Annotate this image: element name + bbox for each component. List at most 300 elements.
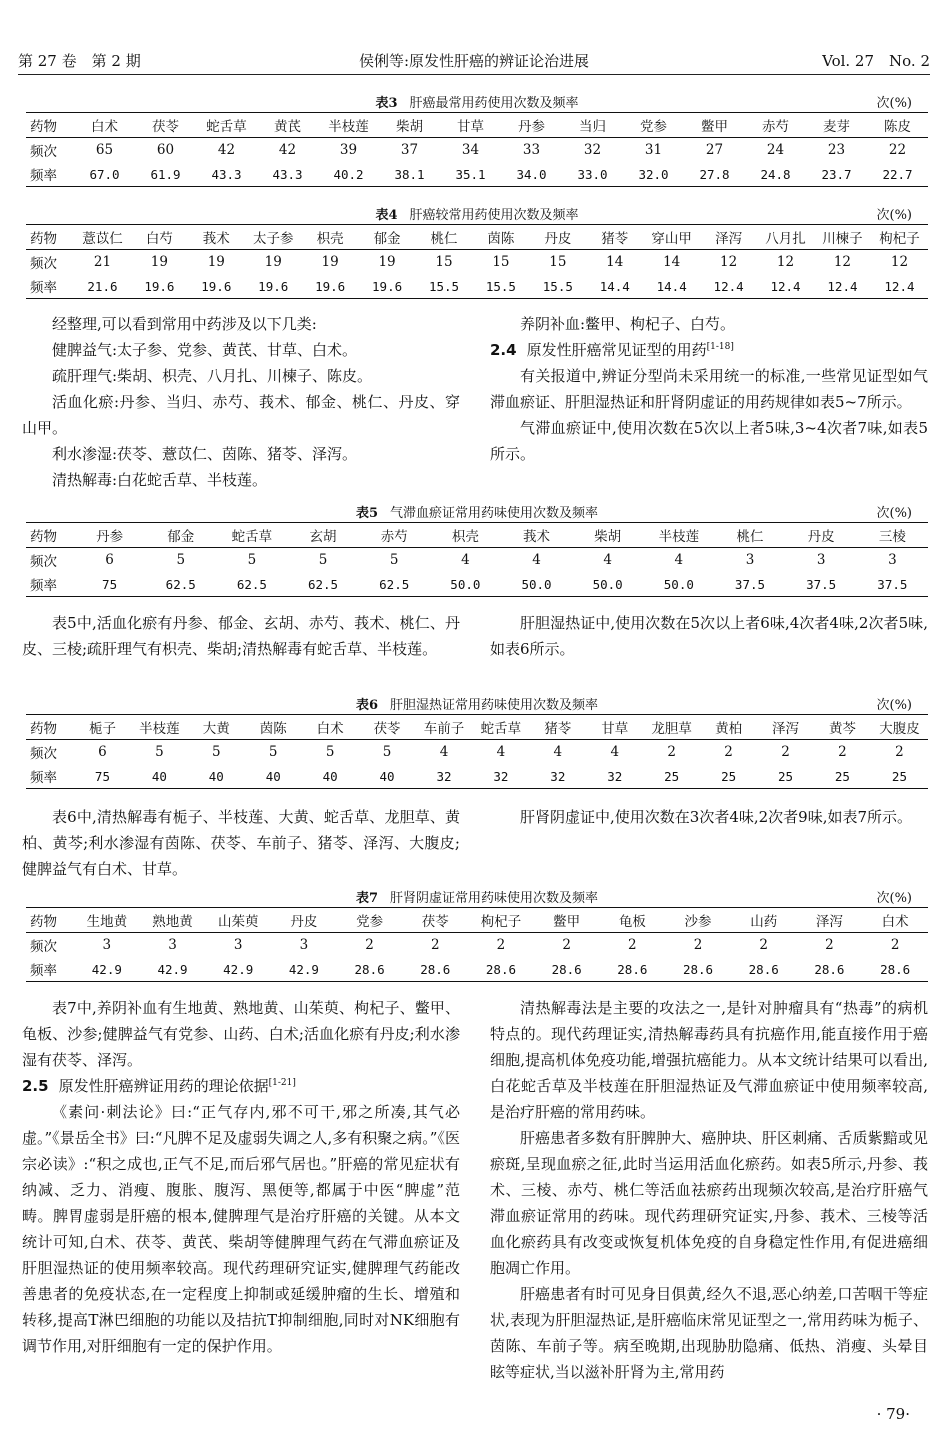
- table-caption-text: [26, 92, 928, 111]
- drug-name-cell: 茯苓: [402, 908, 468, 933]
- table-3: [26, 90, 928, 187]
- frequency-cell: 28.6: [797, 957, 863, 982]
- paragraph: 表7中,养阴补血有生地黄、熟地黄、山茱萸、枸杞子、鳖甲、龟板、沙参;健脾益气有党参、山药、白术;活血化瘀有丹皮;利水渗湿有茯苓、泽泻。: [22, 999, 460, 1069]
- count-cell: 3: [816, 552, 826, 568]
- paragraph: 表5中,活血化瘀有丹参、郁金、玄胡、赤芍、莪术、桃仁、丹皮、三棱;疏肝理气有枳壳、柴胡;清热解毒有蛇舌草、半枝莲。: [22, 614, 460, 658]
- paragraph: 有关报道中,辨证分型尚未采用统一的标准,一些常见证型如气滞血瘀证、肝胆湿热证和肝肾阴虚证的用药规律如表5~7所示。: [490, 367, 928, 411]
- table-row: [26, 933, 928, 958]
- table-caption: [26, 692, 928, 714]
- table-6: [26, 692, 928, 789]
- text-block-2-left: [22, 610, 460, 662]
- row-label: 药物: [26, 225, 74, 250]
- row-label: 频率: [26, 957, 74, 982]
- text-block-4-right: [490, 995, 928, 1385]
- paragraph: 利水渗湿:茯苓、薏苡仁、茵陈、猪苓、泽泻。: [52, 445, 358, 463]
- table-row: [26, 957, 928, 982]
- count-cell: 42: [278, 142, 297, 158]
- table-number: 表7: [355, 891, 379, 906]
- drug-name-cell: 玄胡: [287, 523, 358, 548]
- drug-name-cell: 茯苓: [359, 715, 416, 740]
- frequency-cell: 40: [131, 764, 188, 789]
- table-row: [26, 523, 928, 548]
- count-cell: 37: [400, 142, 419, 158]
- count-cell: 4: [603, 552, 612, 568]
- table-caption: [26, 90, 928, 112]
- drug-name-cell: 川楝子: [814, 225, 871, 250]
- count-cell: 5: [325, 744, 335, 760]
- table-caption-text: [26, 204, 928, 223]
- frequency-cell: 19.6: [131, 274, 188, 299]
- drug-name-cell: 泽泻: [700, 225, 757, 250]
- table-number: 表3: [375, 96, 398, 111]
- count-cell: 15: [549, 254, 567, 270]
- count-cell: 3: [299, 937, 309, 953]
- frequency-cell: 28.6: [468, 957, 534, 982]
- table-unit: 次(%): [876, 698, 912, 713]
- table-caption: [26, 885, 928, 907]
- count-cell: 19: [321, 254, 339, 270]
- frequency-cell: 50.0: [501, 572, 572, 597]
- table-row: [26, 138, 928, 163]
- table-row: [26, 715, 928, 740]
- count-cell: 2: [667, 744, 676, 760]
- drug-name-cell: 沙参: [665, 908, 731, 933]
- drug-name-cell: 陈皮: [867, 113, 928, 138]
- count-cell: 2: [825, 937, 834, 953]
- drug-name-cell: 茵陈: [472, 225, 529, 250]
- count-cell: 2: [430, 937, 440, 953]
- drug-name-cell: 八月扎: [757, 225, 814, 250]
- frequency-cell: 28.6: [731, 957, 797, 982]
- frequency-cell: 15.5: [529, 274, 586, 299]
- drug-name-cell: 枸杞子: [468, 908, 534, 933]
- table-row: [26, 908, 928, 933]
- count-cell: 2: [628, 937, 637, 953]
- drug-name-cell: 茯苓: [135, 113, 196, 138]
- count-cell: 3: [233, 937, 243, 953]
- frequency-cell: 19.6: [245, 274, 302, 299]
- paragraph: 肝癌患者有时可见身目俱黄,经久不退,恶心纳差,口苦咽干等症状,表现为肝胆湿热证,是肝癌临床常见证型之一,常用药味为栀子、茵陈、车前子等。病至晚期,出现胁肋隐痛、低热、消瘦、头晕目眩等症状,当以滋补肝肾为主,常用药: [490, 1285, 928, 1381]
- data-table: [26, 714, 928, 789]
- count-cell: 3: [745, 552, 755, 568]
- running-header: [18, 50, 930, 75]
- paragraph: 肝胆湿热证中,使用次数在5次以上者6味,4次者4味,2次者5味,如表6所示。: [490, 614, 928, 658]
- paragraph: 清热解毒:白花蛇舌草、半枝莲。: [52, 471, 268, 489]
- table-5: [26, 500, 928, 597]
- count-cell: 39: [339, 142, 358, 158]
- count-cell: 4: [532, 552, 541, 568]
- section-heading-2-4: [490, 337, 928, 363]
- drug-name-cell: 白芍: [131, 225, 188, 250]
- row-label: 频次: [30, 554, 57, 570]
- frequency-cell: 37.5: [786, 572, 857, 597]
- table-number: 表4: [375, 208, 398, 223]
- frequency-cell: 43.3: [257, 162, 318, 187]
- text-block-3-right: [490, 804, 928, 830]
- count-cell: 6: [98, 744, 107, 760]
- count-cell: 12: [720, 254, 738, 270]
- count-cell: 24: [766, 142, 785, 158]
- drug-name-cell: 半枝莲: [643, 523, 714, 548]
- table-row: [26, 274, 928, 299]
- paragraph: 肝肾阴虚证中,使用次数在3次者4味,2次者9味,如表7所示。: [520, 808, 913, 826]
- drug-name-cell: 郁金: [359, 225, 416, 250]
- row-label: 频次: [30, 256, 57, 272]
- count-cell: 31: [644, 142, 663, 158]
- count-cell: 42: [217, 142, 236, 158]
- frequency-cell: 25: [871, 764, 928, 789]
- data-table: [26, 907, 928, 982]
- count-cell: 5: [212, 744, 221, 760]
- count-cell: 19: [264, 254, 282, 270]
- row-label: 频率: [26, 274, 74, 299]
- frequency-cell: 75: [74, 572, 145, 597]
- frequency-cell: 14.4: [643, 274, 700, 299]
- row-label: 频率: [26, 764, 74, 789]
- frequency-cell: 12.4: [871, 274, 928, 299]
- count-cell: 21: [93, 254, 112, 270]
- count-cell: 19: [378, 254, 396, 270]
- frequency-cell: 15.5: [416, 274, 473, 299]
- frequency-cell: 25: [700, 764, 757, 789]
- count-cell: 4: [461, 552, 470, 568]
- paragraph: 经整理,可以看到常用中药涉及以下几类:: [52, 315, 317, 333]
- count-cell: 4: [553, 744, 563, 760]
- table-row: [26, 113, 928, 138]
- table-number: 表5: [355, 506, 379, 521]
- count-cell: 19: [150, 254, 168, 270]
- drug-name-cell: 薏苡仁: [74, 225, 131, 250]
- frequency-cell: 15.5: [472, 274, 529, 299]
- count-cell: 5: [389, 552, 399, 568]
- count-cell: 12: [776, 254, 795, 270]
- row-label: 频次: [30, 939, 57, 955]
- frequency-cell: 67.0: [74, 162, 135, 187]
- count-cell: 23: [827, 142, 846, 158]
- drug-name-cell: 赤芍: [745, 113, 806, 138]
- count-cell: 2: [365, 937, 374, 953]
- row-label: 频率: [26, 572, 74, 597]
- drug-name-cell: 白术: [862, 908, 928, 933]
- frequency-cell: 12.4: [700, 274, 757, 299]
- table-4: [26, 202, 928, 299]
- drug-name-cell: 枳壳: [430, 523, 501, 548]
- paragraph: 疏肝理气:柴胡、枳壳、八月扎、川楝子、陈皮。: [52, 367, 373, 385]
- table-number: 表6: [355, 698, 379, 713]
- drug-name-cell: 三棱: [857, 523, 928, 548]
- frequency-cell: 28.6: [862, 957, 928, 982]
- count-cell: 4: [439, 744, 449, 760]
- count-cell: 12: [890, 254, 909, 270]
- table-title: 肝癌较常用药使用次数及频率: [409, 208, 579, 223]
- paragraph: 《素问·刺法论》曰:“正气存内,邪不可干,邪之所凑,其气必虚。”《景岳全书》曰:“凡脾不足及虚弱失调之人,多有积聚之病。”《医宗必读》:“积之成也,正气不足,而后邪气居也。”肝癌的常见症状有纳减、乏力、消瘦、腹胀、腹泻、黑便等,都属于中医“脾虚”范畴。脾胃虚弱是肝癌的根本,健脾理气是治疗肝癌的关键。从本文统计可知,白术、茯苓、黄芪、柴胡等健脾理气药在气滞血瘀证及肝胆湿热证的使用频率较高。现代药理研究证实,健脾理气药能改善患者的免疫状态,在一定程度上抑制或延缓肿瘤的生长、增殖和转移,提高T淋巴细胞的功能以及拮抗T抑制细胞,同时对NK细胞有调节作用,对肝细胞有一定的保护作用。: [22, 1103, 460, 1355]
- row-label: 频次: [30, 746, 57, 762]
- count-cell: 22: [888, 142, 907, 158]
- frequency-cell: 62.5: [359, 572, 430, 597]
- drug-name-cell: 大黄: [188, 715, 245, 740]
- paragraph: 气滞血瘀证中,使用次数在5次以上者5味,3~4次者7味,如表5所示。: [490, 419, 928, 463]
- drug-name-cell: 丹皮: [786, 523, 857, 548]
- row-label: 药物: [26, 523, 74, 548]
- frequency-cell: 37.5: [714, 572, 785, 597]
- frequency-cell: 19.6: [359, 274, 416, 299]
- table-caption: [26, 202, 928, 224]
- frequency-cell: 43.3: [196, 162, 257, 187]
- frequency-cell: 32: [586, 764, 643, 789]
- drug-name-cell: 黄芪: [257, 113, 318, 138]
- frequency-cell: 24.8: [745, 162, 806, 187]
- drug-name-cell: 蛇舌草: [196, 113, 257, 138]
- frequency-cell: 38.1: [379, 162, 440, 187]
- frequency-cell: 32: [472, 764, 529, 789]
- drug-name-cell: 郁金: [145, 523, 216, 548]
- drug-name-cell: 莪术: [501, 523, 572, 548]
- frequency-cell: 62.5: [216, 572, 287, 597]
- drug-name-cell: 枸杞子: [871, 225, 928, 250]
- table-unit: 次(%): [876, 208, 912, 223]
- frequency-cell: 28.6: [600, 957, 666, 982]
- count-cell: 34: [461, 142, 480, 158]
- frequency-cell: 42.9: [271, 957, 337, 982]
- frequency-cell: 25: [643, 764, 700, 789]
- data-table: [26, 224, 928, 299]
- text-block-1-right: [490, 311, 928, 467]
- drug-name-cell: 白术: [74, 113, 135, 138]
- article-running-title: 侯俐等:原发性肝癌的辨证论治进展: [358, 52, 590, 70]
- paragraph: 活血化瘀:丹参、当归、赤芍、莪术、郁金、桃仁、丹皮、穿山甲。: [22, 393, 460, 437]
- drug-name-cell: 鳖甲: [684, 113, 745, 138]
- count-cell: 5: [382, 744, 392, 760]
- drug-name-cell: 赤芍: [359, 523, 430, 548]
- count-cell: 2: [890, 937, 900, 953]
- drug-name-cell: 丹皮: [271, 908, 337, 933]
- text-block-2-right: [490, 610, 928, 662]
- frequency-cell: 28.6: [402, 957, 468, 982]
- frequency-cell: 32: [416, 764, 473, 789]
- drug-name-cell: 生地黄: [74, 908, 140, 933]
- journal-volume-en: Vol. 27 No. 2: [822, 52, 930, 70]
- text-block-1-left: [22, 311, 460, 493]
- table-row: [26, 764, 928, 789]
- count-cell: 5: [268, 744, 278, 760]
- drug-name-cell: 山茱萸: [205, 908, 271, 933]
- table-row: [26, 250, 928, 275]
- drug-name-cell: 猪苓: [529, 715, 586, 740]
- drug-name-cell: 甘草: [586, 715, 643, 740]
- drug-name-cell: 丹参: [74, 523, 145, 548]
- count-cell: 33: [522, 142, 541, 158]
- data-table: [26, 112, 928, 187]
- drug-name-cell: 桃仁: [714, 523, 785, 548]
- drug-name-cell: 车前子: [416, 715, 473, 740]
- drug-name-cell: 太子参: [245, 225, 302, 250]
- drug-name-cell: 龙胆草: [643, 715, 700, 740]
- drug-name-cell: 莪术: [188, 225, 245, 250]
- paragraph: 健脾益气:太子参、党参、黄芪、甘草、白术。: [52, 341, 358, 359]
- drug-name-cell: 泽泻: [797, 908, 863, 933]
- frequency-cell: 34.0: [501, 162, 562, 187]
- frequency-cell: 50.0: [430, 572, 501, 597]
- frequency-cell: 40: [302, 764, 359, 789]
- drug-name-cell: 半枝莲: [318, 113, 379, 138]
- drug-name-cell: 枳壳: [302, 225, 359, 250]
- frequency-cell: 23.7: [806, 162, 867, 187]
- paragraph: 养阴补血:鳖甲、枸杞子、白芍。: [520, 315, 736, 333]
- frequency-cell: 19.6: [188, 274, 245, 299]
- frequency-cell: 25: [757, 764, 814, 789]
- count-cell: 2: [496, 937, 506, 953]
- drug-name-cell: 柴胡: [572, 523, 643, 548]
- drug-name-cell: 山药: [731, 908, 797, 933]
- table-caption-text: [26, 887, 928, 906]
- count-cell: 3: [102, 937, 112, 953]
- paragraph: 清热解毒法是主要的攻法之一,是针对肿瘤具有“热毒”的病机特点的。现代药理证实,清热解毒药具有抗癌作用,能直接作用于癌细胞,提高机体免疫功能,增强抗癌能力。从本文统计结果可以看出,白花蛇舌草及半枝莲在肝胆湿热证及气滞血瘀证中使用频率较高,是治疗肝癌的常用药味。: [490, 999, 928, 1121]
- frequency-cell: 22.7: [867, 162, 928, 187]
- count-cell: 5: [318, 552, 328, 568]
- frequency-cell: 50.0: [572, 572, 643, 597]
- frequency-cell: 21.6: [74, 274, 131, 299]
- count-cell: 65: [95, 142, 114, 158]
- count-cell: 15: [435, 254, 453, 270]
- section-heading-2-5: [22, 1073, 460, 1099]
- frequency-cell: 40: [359, 764, 416, 789]
- frequency-cell: 61.9: [135, 162, 196, 187]
- row-label: 药物: [26, 113, 74, 138]
- frequency-cell: 40: [245, 764, 302, 789]
- drug-name-cell: 当归: [562, 113, 623, 138]
- count-cell: 2: [781, 744, 790, 760]
- section-title: 原发性肝癌常见证型的用药: [526, 341, 707, 359]
- table-7: [26, 885, 928, 982]
- drug-name-cell: 泽泻: [757, 715, 814, 740]
- drug-name-cell: 熟地黄: [140, 908, 206, 933]
- table-row: [26, 572, 928, 597]
- citation: [1-21]: [268, 1078, 296, 1088]
- table-row: [26, 225, 928, 250]
- count-cell: 6: [105, 552, 114, 568]
- table-title: 肝胆湿热证常用药味使用次数及频率: [390, 698, 599, 713]
- count-cell: 2: [693, 937, 703, 953]
- count-cell: 2: [838, 744, 847, 760]
- drug-name-cell: 穿山甲: [643, 225, 700, 250]
- count-cell: 12: [833, 254, 852, 270]
- table-title: 肝癌最常用药使用次数及频率: [409, 96, 579, 111]
- text-block-4-left: [22, 995, 460, 1359]
- drug-name-cell: 蛇舌草: [472, 715, 529, 740]
- frequency-cell: 75: [74, 764, 131, 789]
- count-cell: 3: [168, 937, 177, 953]
- drug-name-cell: 柴胡: [379, 113, 440, 138]
- row-label: 药物: [26, 715, 74, 740]
- frequency-cell: 28.6: [665, 957, 731, 982]
- frequency-cell: 12.4: [757, 274, 814, 299]
- frequency-cell: 25: [814, 764, 871, 789]
- drug-name-cell: 党参: [623, 113, 684, 138]
- count-cell: 60: [156, 142, 175, 158]
- count-cell: 15: [492, 254, 510, 270]
- drug-name-cell: 丹皮: [529, 225, 586, 250]
- count-cell: 4: [496, 744, 506, 760]
- count-cell: 2: [895, 744, 904, 760]
- drug-name-cell: 黄芩: [814, 715, 871, 740]
- frequency-cell: 35.1: [440, 162, 501, 187]
- frequency-cell: 32: [529, 764, 586, 789]
- count-cell: 14: [606, 254, 624, 270]
- citation: [1-18]: [706, 342, 734, 352]
- count-cell: 2: [562, 937, 571, 953]
- frequency-cell: 37.5: [857, 572, 928, 597]
- section-number: 2.4: [490, 341, 517, 359]
- table-caption-text: [26, 694, 928, 713]
- frequency-cell: 28.6: [337, 957, 403, 982]
- drug-name-cell: 大腹皮: [871, 715, 928, 740]
- count-cell: 14: [663, 254, 681, 270]
- count-cell: 3: [888, 552, 897, 568]
- count-cell: 4: [610, 744, 620, 760]
- count-cell: 5: [247, 552, 257, 568]
- text-block-3-left: [22, 804, 460, 882]
- frequency-cell: 42.9: [205, 957, 271, 982]
- table-caption-text: [26, 502, 928, 521]
- drug-name-cell: 龟板: [600, 908, 666, 933]
- table-unit: 次(%): [876, 891, 912, 906]
- drug-name-cell: 丹参: [501, 113, 562, 138]
- row-label: 药物: [26, 908, 74, 933]
- table-unit: 次(%): [876, 96, 912, 111]
- drug-name-cell: 党参: [337, 908, 403, 933]
- drug-name-cell: 甘草: [440, 113, 501, 138]
- table-title: 肝肾阴虚证常用药味使用次数及频率: [390, 891, 599, 906]
- paragraph: 表6中,清热解毒有栀子、半枝莲、大黄、蛇舌草、龙胆草、黄柏、黄芩;利水渗湿有茵陈、茯苓、车前子、猪苓、泽泻、大腹皮;健脾益气有白术、甘草。: [22, 808, 460, 878]
- count-cell: 2: [724, 744, 733, 760]
- drug-name-cell: 猪苓: [586, 225, 643, 250]
- frequency-cell: 40: [188, 764, 245, 789]
- section-number: 2.5: [22, 1077, 49, 1095]
- page-number: · 79·: [876, 1405, 910, 1423]
- table-row: [26, 548, 928, 573]
- table-row: [26, 740, 928, 765]
- frequency-cell: 19.6: [302, 274, 359, 299]
- drug-name-cell: 蛇舌草: [216, 523, 287, 548]
- count-cell: 27: [705, 142, 724, 158]
- count-cell: 5: [155, 744, 164, 760]
- drug-name-cell: 半枝莲: [131, 715, 188, 740]
- table-unit: 次(%): [876, 506, 912, 521]
- data-table: [26, 522, 928, 597]
- count-cell: 4: [674, 552, 684, 568]
- drug-name-cell: 栀子: [74, 715, 131, 740]
- drug-name-cell: 鳖甲: [534, 908, 600, 933]
- drug-name-cell: 茵陈: [245, 715, 302, 740]
- drug-name-cell: 白术: [302, 715, 359, 740]
- frequency-cell: 14.4: [586, 274, 643, 299]
- frequency-cell: 50.0: [643, 572, 714, 597]
- paragraph: 肝癌患者多数有肝脾肿大、癌肿块、肝区刺痛、舌质紫黯或见瘀斑,呈现血瘀之征,此时当运用活血化瘀药。如表5所示,丹参、莪术、三棱、赤芍、桃仁等活血祛瘀药出现频次较高,是治疗肝癌气滞血瘀证常用的药味。现代药理研究证实,丹参、莪术、三棱等活血化瘀药具有改变或恢复机体免疫的自身稳定性作用,有促进癌细胞凋亡作用。: [490, 1129, 928, 1277]
- count-cell: 2: [759, 937, 769, 953]
- count-cell: 32: [583, 142, 602, 158]
- drug-name-cell: 黄柏: [700, 715, 757, 740]
- frequency-cell: 42.9: [74, 957, 140, 982]
- count-cell: 5: [176, 552, 186, 568]
- frequency-cell: 12.4: [814, 274, 871, 299]
- frequency-cell: 62.5: [145, 572, 216, 597]
- table-caption: [26, 500, 928, 522]
- frequency-cell: 62.5: [287, 572, 358, 597]
- frequency-cell: 27.8: [684, 162, 745, 187]
- section-title: 原发性肝癌辨证用药的理论依据: [58, 1077, 269, 1095]
- frequency-cell: 32.0: [623, 162, 684, 187]
- drug-name-cell: 桃仁: [416, 225, 473, 250]
